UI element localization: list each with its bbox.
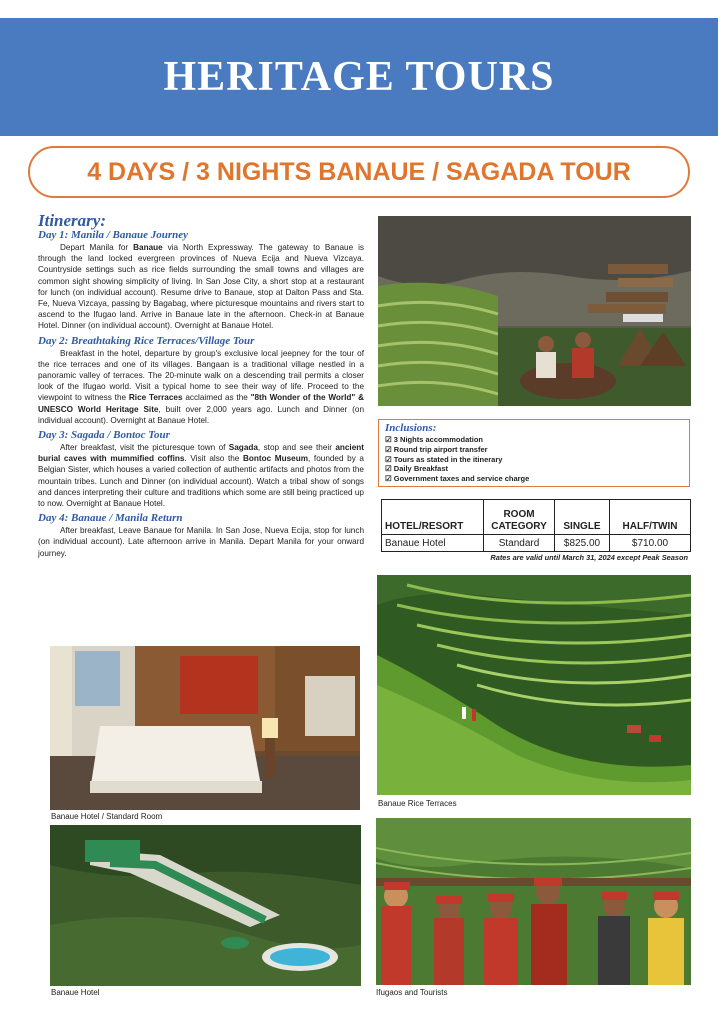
tour-title-box [28, 146, 690, 198]
day-2-title: Day 2: Breathtaking Rice Terraces/Village Tour [38, 334, 255, 347]
day-2-body: Breakfast in the hotel, departure by group's exclusive local jeepney for the tour of the rice terraces and one of its villages. Bangaan is a traditional village nestled in a panoramic valley of terraces. The 20-minute walk on a descending trail permits a closer look of the Ifugao world. Visit a typical home to see their way of life. Proceed to the viewpoint to witness the Rice Terraces acclaimed as the "8th Wonder of the World" & UNESCO World Heritage Site, built over 2,000 years ago. Lunch and Dinner (on individual account). Overnight at Banaue Hotel. [38, 348, 364, 425]
rice-terraces-photo [377, 575, 691, 795]
caption-hotel: Banaue Hotel [51, 988, 100, 997]
day-3-title: Day 3: Sagada / Bontoc Tour [38, 429, 170, 442]
day-3-body: After breakfast, visit the picturesque town of Sagada, stop and see their ancient burial caves with mummified coffins. Visit also the Bontoc Museum, founded by a Belgian Sister, which houses a varied collection of authentic artifacts and photos from the mountain tribes. Lunch and Dinner (on individual account). Watch a tribal show of songs and dances interpreting their culture and traditions which some are still being practiced up to now. Overnight at Banaue Hotel. [38, 443, 364, 509]
collage-illustration [378, 216, 691, 406]
cell-hotel: Banaue Hotel [382, 535, 484, 552]
inclusions-box [378, 419, 690, 487]
header-single: SINGLE [555, 500, 610, 535]
day-1-title: Day 1: Manila / Banaue Journey [38, 229, 189, 241]
inclusion-item: ☑ Government taxes and service charge [385, 474, 530, 484]
header-room-category: ROOM CATEGORY [484, 500, 555, 535]
header-hotel: HOTEL/RESORT [382, 500, 484, 535]
rice-terraces-illustration [377, 575, 691, 795]
caption-rice-terraces: Banaue Rice Terraces [378, 799, 457, 808]
inclusions-title: Inclusions: [385, 422, 437, 434]
inclusion-item: ☑ 3 Nights accommodation [385, 435, 483, 444]
rates-header-row [382, 500, 691, 535]
inclusion-item: ☑ Daily Breakfast [385, 464, 449, 474]
page-title: HERITAGE TOURS [163, 54, 555, 100]
inclusion-item: ☑ Round trip airport transfer [385, 444, 488, 454]
rates-row [382, 535, 691, 552]
day-1-body: Depart Manila for Banaue via North Expressway. The gateway to Banaue is through the land locked evergreen provinces of Nueva Ecija and Nueva Vizcaya. Countryside settings such as rice fields surrounding the small towns and villages are common sight showing simplicity of living. In San Jose City, a short stop at a restaurant for lunch (on individual account). Resume drive to Banaue, stop at Dalton Pass and Sta. Fe, Nueva Vizcaya, passing by Bagabag, where picturesque mountains and rivers start to ascend to the Ifugao land. Arrive in Banaue late in the afternoon. Check-in at Banaue Hotel. Dinner (on individual account). Overnight at Banaue Hotel. [38, 243, 364, 331]
hotel-exterior-illustration [50, 825, 361, 986]
tour-title: 4 DAYS / 3 NIGHTS BANAUE / SAGADA TOUR [87, 157, 631, 186]
cell-half-twin: $710.00 [610, 535, 691, 552]
rates-table [381, 499, 691, 552]
cell-single: $825.00 [555, 535, 610, 552]
caption-hotel-room: Banaue Hotel / Standard Room [51, 812, 163, 821]
day-4-title: Day 4: Banaue / Manila Return [38, 512, 183, 525]
header-half-twin: HALF/TWIN [610, 500, 691, 535]
inclusion-item: ☑ Tours as stated in the itinerary [385, 454, 503, 464]
cell-room-category: Standard [484, 535, 555, 552]
itinerary-heading: Itinerary: [38, 211, 106, 230]
header-banner [0, 18, 718, 136]
day-4-body: After breakfast, Leave Banaue for Manila. In San Jose, Nueva Ecija, stop for lunch (on individual account). Late afternoon arrive in Manila. Depart Manila for your onward journey. [38, 526, 364, 558]
ifugaos-illustration [376, 818, 691, 985]
hotel-room-photo [50, 646, 360, 810]
collage-photo [378, 216, 691, 406]
hotel-exterior-photo [50, 825, 361, 986]
ifugaos-photo [376, 818, 691, 985]
itinerary-section [38, 212, 364, 562]
rates-validity: Rates are valid until March 31, 2024 except Peak Season [490, 553, 688, 562]
hotel-room-illustration [50, 646, 360, 810]
caption-ifugaos: Ifugaos and Tourists [376, 988, 448, 997]
